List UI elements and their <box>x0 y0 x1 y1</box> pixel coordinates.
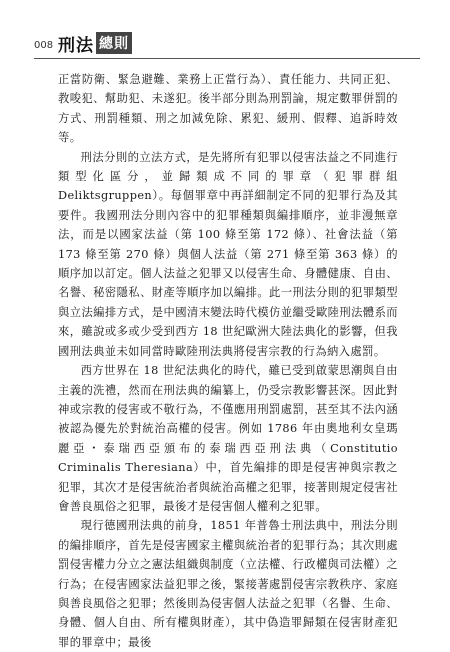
book-title: 刑法 <box>58 36 94 56</box>
page-header <box>34 30 420 59</box>
page-number: 008 <box>34 40 54 51</box>
paragraph: 刑法分則的立法方式，是先將所有犯罪以侵害法益之不同進行類型化區分，並歸類成不同的罪章（犯罪群組 Deliktsgruppen）。每個罪章中再詳細制定不同的犯罪行為及其要件。我國刑法分則內容中的犯罪種類與編排順序，並非漫無章法，而是以國家法益（第 100 條至第 172 條）、社會法益（第 173 條至第 270 條）與個人法益（第 271 條至第 363 條）的順序加以訂定。個人法益之犯罪又以侵害生命、身體健康、自由、名譽、秘密隱私、財產等順序加以編排。此一刑法分則的犯罪類型與立法編排方式，是中國清末變法時代模仿並繼受歐陸刑法體系而來，雖說或多或少受到西方 18 世紀歐洲大陸法典化的影響，但我國刑法典並未如同當時歐陸刑法典將侵害宗教的行為納入處罰。 <box>58 150 398 358</box>
body-text <box>58 70 398 652</box>
section-tag: 總則 <box>96 32 132 54</box>
paragraph: 正當防衛、緊急避難、業務上正當行為）、責任能力、共同正犯、教唆犯、幫助犯、未遂犯。後半部分則為刑罰論，規定數罪併罰的方式、刑罰種類、刑之加減免除、累犯、緩刑、假釋、追訴時效等。 <box>58 73 398 145</box>
paragraph: 西方世界在 18 世紀法典化的時代，雖已受到啟蒙思潮與自由主義的洗禮，然而在刑法典的編纂上，仍受宗教影響甚深。因此對神或宗教的侵害或不敬行為，不僅應用刑罰處罰，甚至其不法內涵被認為優先於對統治高權的侵害。例如 1786 年由奧地利女皇瑪麗亞・泰瑞西亞頒布的泰瑞西亞刑法典（Constitutio Criminalis Theresiana）中，首先編排的即是侵害神與宗教之犯罪，其次才是侵害統治者與統治高權之犯罪，接著則規定侵害社會善良風俗之犯罪，最後才是侵害個人權利之犯罪。 <box>58 364 398 513</box>
paragraph: 現行德國刑法典的前身，1851 年普魯士刑法典中，刑法分則的編排順序，首先是侵害國家主權與統治者的犯罪行為；其次則處罰侵害權力分立之憲法組織與制度（立法權、行政權與司法權）之行為；在侵害國家法益犯罪之後，緊接著處罰侵害宗教秩序、家庭與善良風俗之犯罪；然後則為侵害個人法益之犯罪（名譽、生命、身體、個人自由、所有權與財產），其中偽造罪歸類在侵害財產犯罪的罪章中；最後 <box>58 519 398 649</box>
